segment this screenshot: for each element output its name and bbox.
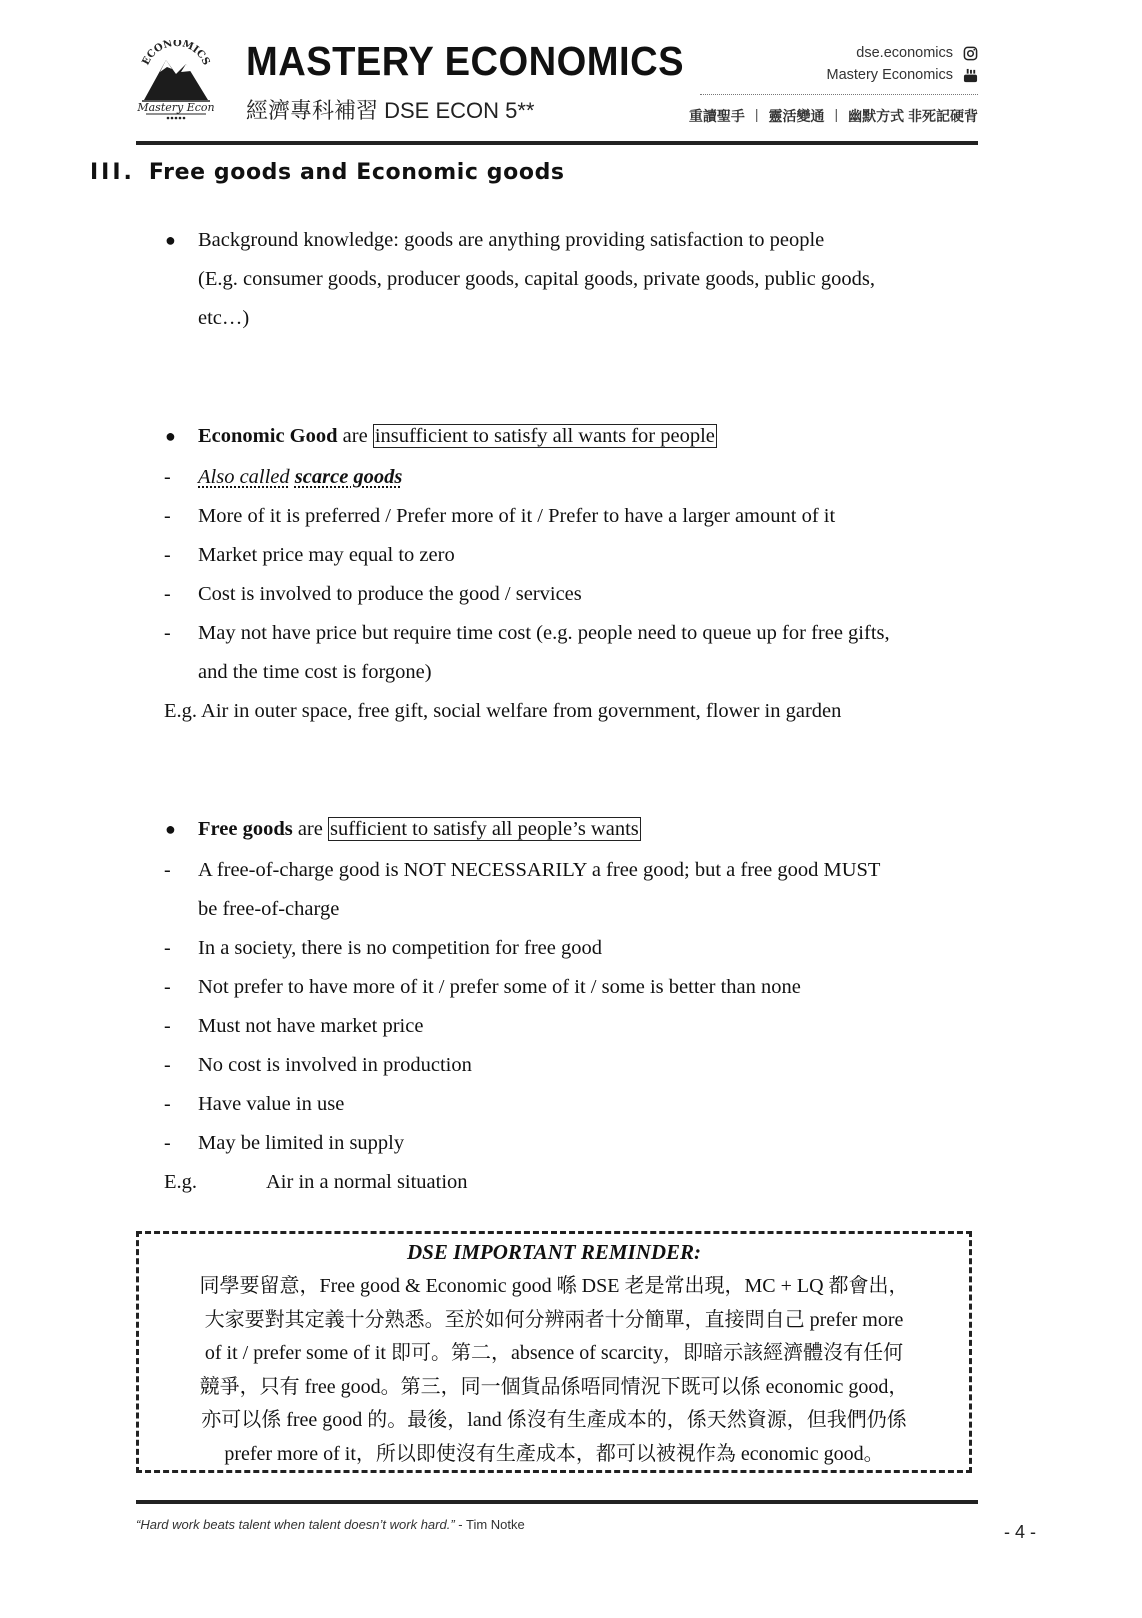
free-good-definition: [198, 815, 641, 843]
brand-title: MASTERY ECONOMICS: [246, 38, 684, 84]
quote-author: - Tim Notke: [458, 1517, 525, 1532]
contact-youtube-text: Mastery Economics: [826, 67, 953, 83]
header-divider: [136, 141, 978, 145]
free-good-boxed-definition: sufficient to satisfy all people’s wants: [329, 818, 639, 840]
free-good-point: May be limited in supply: [198, 1132, 405, 1154]
economic-good-example: E.g. Air in outer space, free gift, social welfare from government, flower in garden: [164, 700, 842, 722]
background-line: etc…): [198, 307, 250, 329]
logo-emblem: [136, 40, 216, 120]
footer-quote: [136, 1517, 525, 1532]
economic-good-point: May not have price but require time cost (e.g. people need to queue up for free gifts,: [198, 622, 890, 644]
motto-2: 靈活變通: [768, 108, 825, 124]
free-good-point: Not prefer to have more of it / prefer some of it / some is better than none: [198, 976, 801, 998]
economic-good-also-called: [198, 463, 402, 491]
bullet-icon: ●: [165, 819, 176, 839]
free-good-example-text: Air in a normal situation: [266, 1171, 468, 1193]
also-called-term: scarce goods: [294, 466, 403, 488]
logo-script-text: Mastery Econ: [137, 101, 215, 114]
background-line: Background knowledge: goods are anything providing satisfaction to people: [198, 229, 825, 251]
free-good-term: Free goods: [198, 818, 293, 840]
dash-marker: -: [164, 544, 171, 566]
background-line: (E.g. consumer goods, producer goods, capital goods, private goods, public goods,: [198, 268, 875, 290]
dash-marker: -: [164, 1132, 171, 1154]
dash-marker: -: [164, 859, 171, 881]
free-good-point: No cost is involved in production: [198, 1054, 472, 1076]
header-dotted-divider: [700, 94, 978, 95]
economic-good-verb: are: [342, 425, 368, 447]
logo-arc-text: ECONOMICS: [140, 40, 212, 68]
section-title: Free goods and Economic goods: [148, 160, 565, 185]
reminder-line: 同學要留意，Free good & Economic good 喺 DSE 老是常出現，MC + LQ 都會出，: [199, 1275, 909, 1297]
reminder-body: [149, 1270, 959, 1471]
dash-marker: -: [164, 583, 171, 605]
dash-marker: -: [164, 1093, 171, 1115]
bullet-icon: ●: [165, 230, 176, 250]
economic-good-point: More of it is preferred / Prefer more of it / Prefer to have a larger amount of it: [198, 505, 836, 527]
contact-instagram: [826, 42, 978, 64]
contact-instagram-text: dse.economics: [856, 45, 953, 61]
reminder-line: 亦可以係 free good 的。最後，land 係沒有生產成本的，係天然資源，但我們仍係: [201, 1409, 907, 1431]
free-good-example-label: E.g.: [164, 1171, 198, 1193]
reminder-line: of it / prefer some of it 即可。第二，absence of scarcity，即暗示該經濟體沒有任何: [204, 1342, 904, 1364]
economic-good-point-continuation: and the time cost is forgone): [198, 661, 432, 683]
dash-marker: -: [164, 976, 171, 998]
dse-reminder-box: [136, 1231, 972, 1473]
quote-text: “Hard work beats talent when talent doesn’t work hard.”: [136, 1517, 455, 1532]
section-heading: [90, 160, 565, 185]
contact-youtube: [826, 64, 978, 86]
dash-marker: -: [164, 505, 171, 527]
economic-good-point: Cost is involved to produce the good / services: [198, 583, 582, 605]
contact-info: [826, 42, 978, 86]
motto-3: 幽默方式 非死記硬背: [848, 108, 978, 124]
dash-marker: -: [164, 937, 171, 959]
free-good-point: In a society, there is no competition for free good: [198, 937, 602, 959]
reminder-title: DSE IMPORTANT REMINDER:: [406, 1240, 702, 1264]
dash-marker: -: [164, 466, 171, 488]
mottos: [689, 106, 978, 126]
instagram-icon: [963, 46, 978, 61]
footer-divider: [136, 1500, 978, 1504]
logo: [136, 40, 216, 120]
reminder-line: 大家要對其定義十分熟悉。至於如何分辨兩者十分簡單，直接問自己 prefer more: [204, 1308, 904, 1331]
free-good-point-continuation: be free-of-charge: [198, 898, 340, 920]
section-number: III.: [90, 160, 135, 185]
free-good-point: Have value in use: [198, 1093, 345, 1115]
free-good-point: Must not have market price: [198, 1015, 424, 1037]
economic-good-term: Economic Good: [198, 425, 338, 447]
free-good-point: A free-of-charge good is NOT NECESSARILY a free good; but a free good MUST: [198, 859, 881, 881]
dash-marker: -: [164, 1015, 171, 1037]
economic-good-point: Market price may equal to zero: [198, 544, 455, 566]
reminder-line: 競爭，只有 free good。第三，同一個貨品係唔同情況下既可以係 economic good，: [199, 1375, 909, 1398]
dash-marker: -: [164, 1054, 171, 1076]
economic-good-boxed-definition: insufficient to satisfy all wants for people: [374, 425, 715, 447]
brand-subtitle: 經濟專科補習 DSE ECON 5**: [246, 98, 535, 123]
motto-separator: |: [754, 106, 759, 122]
dash-marker: -: [164, 622, 171, 644]
youtube-icon: [963, 68, 978, 83]
motto-1: 重讀聖手: [688, 108, 745, 124]
bullet-icon: ●: [165, 426, 176, 446]
free-good-verb: are: [297, 818, 323, 840]
economic-good-definition: [198, 422, 717, 450]
reminder-line: prefer more of it，所以即使沒有生產成本，都可以被視作為 economic good。: [224, 1442, 884, 1465]
motto-separator: |: [834, 106, 839, 122]
page-number: - 4 -: [1003, 1522, 1036, 1542]
also-called-prefix: Also called: [198, 466, 290, 488]
